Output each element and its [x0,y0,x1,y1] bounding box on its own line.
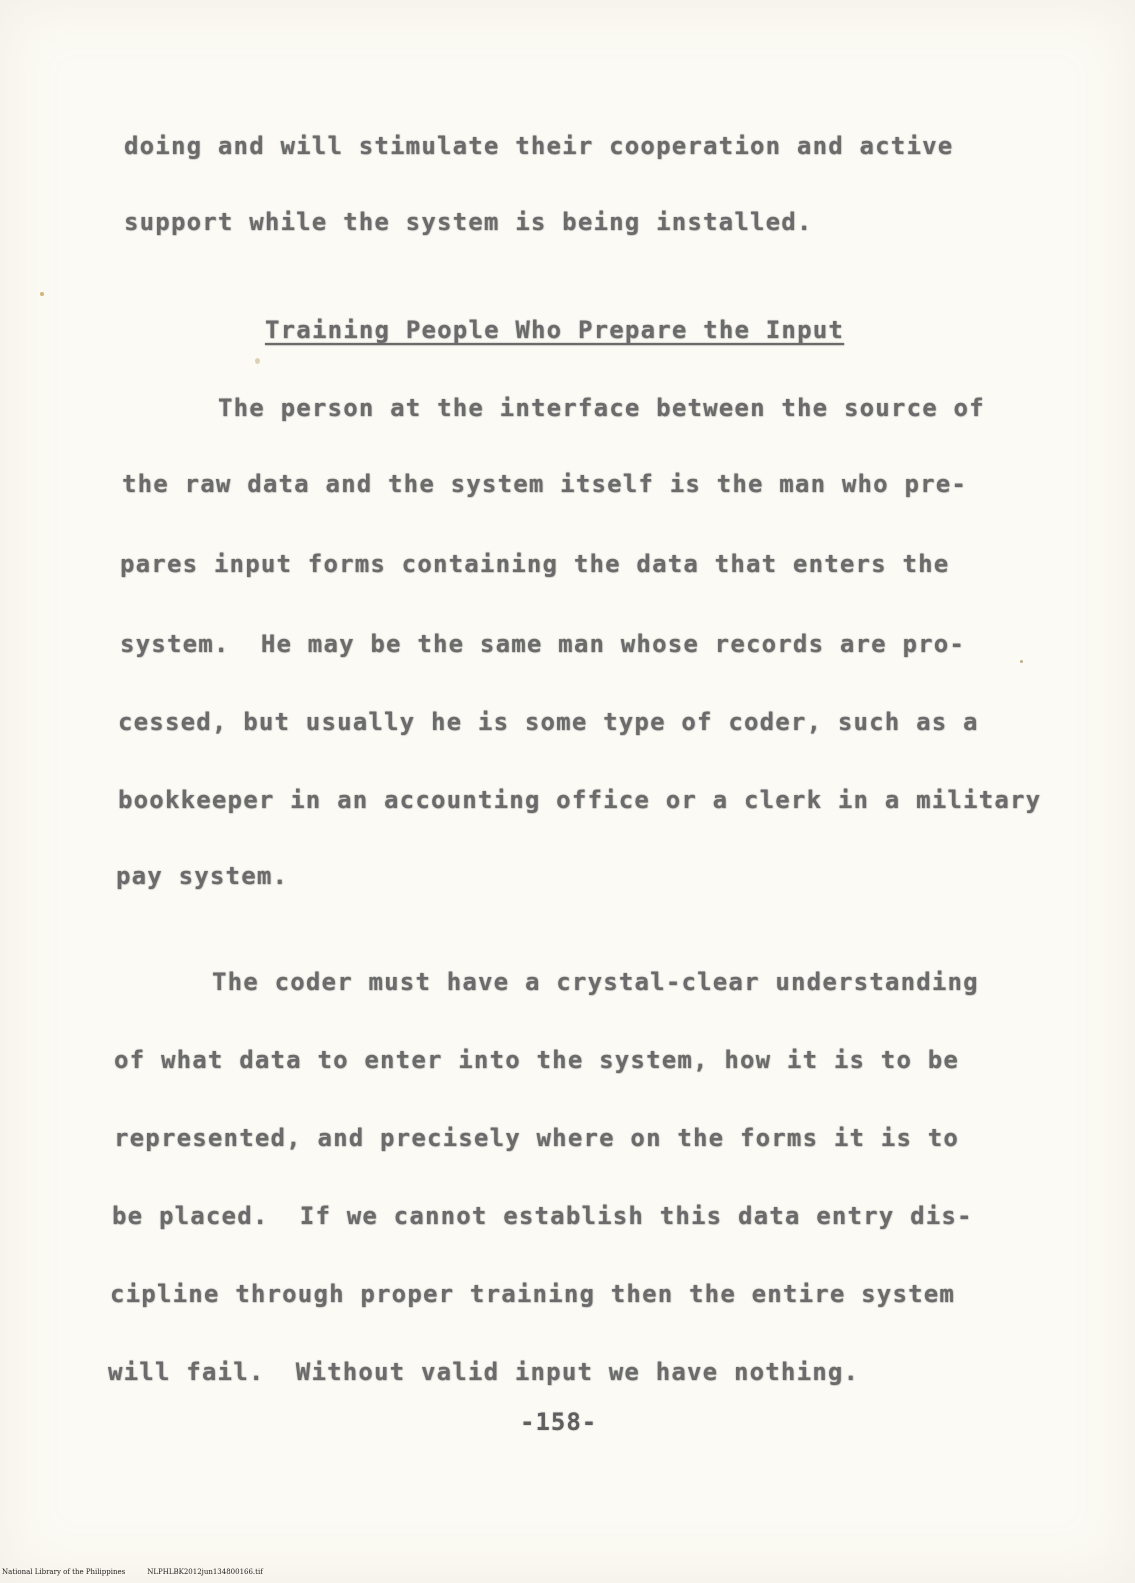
text-line: The person at the interface between the source of [218,394,985,422]
text-line: doing and will stimulate their cooperation and active [124,132,954,160]
text-line: represented, and precisely where on the forms it is to [114,1124,960,1152]
footer-filename: NLPHLBK2012jun134800166.tif [147,1568,263,1576]
text-line: cessed, but usually he is some type of coder, such as a [118,708,979,736]
paper-speck [1020,660,1023,663]
text-line: support while the system is being installed. [124,208,813,236]
text-line: pay system. [116,862,289,890]
paper-speck [40,292,44,296]
text-line: the raw data and the system itself is the man who pre- [122,470,968,498]
text-line: pares input forms containing the data that enters the [120,550,950,578]
text-line: will fail. Without valid input we have nothing. [108,1358,860,1386]
paper-speck [255,358,260,364]
text-line: The coder must have a crystal-clear understanding [212,968,979,996]
section-heading: Training People Who Prepare the Input [265,316,845,344]
text-line: of what data to enter into the system, how it is to be [114,1046,960,1074]
footer-library: National Library of the Philippines [2,1568,126,1576]
text-line: be placed. If we cannot establish this data entry dis- [112,1202,973,1230]
page-number: -158- [520,1408,598,1436]
text-line: bookkeeper in an accounting office or a clerk in a military [118,786,1042,814]
footer [2,1568,285,1576]
text-line: system. He may be the same man whose records are pro- [120,630,966,658]
text-line: cipline through proper training then the entire system [110,1280,956,1308]
